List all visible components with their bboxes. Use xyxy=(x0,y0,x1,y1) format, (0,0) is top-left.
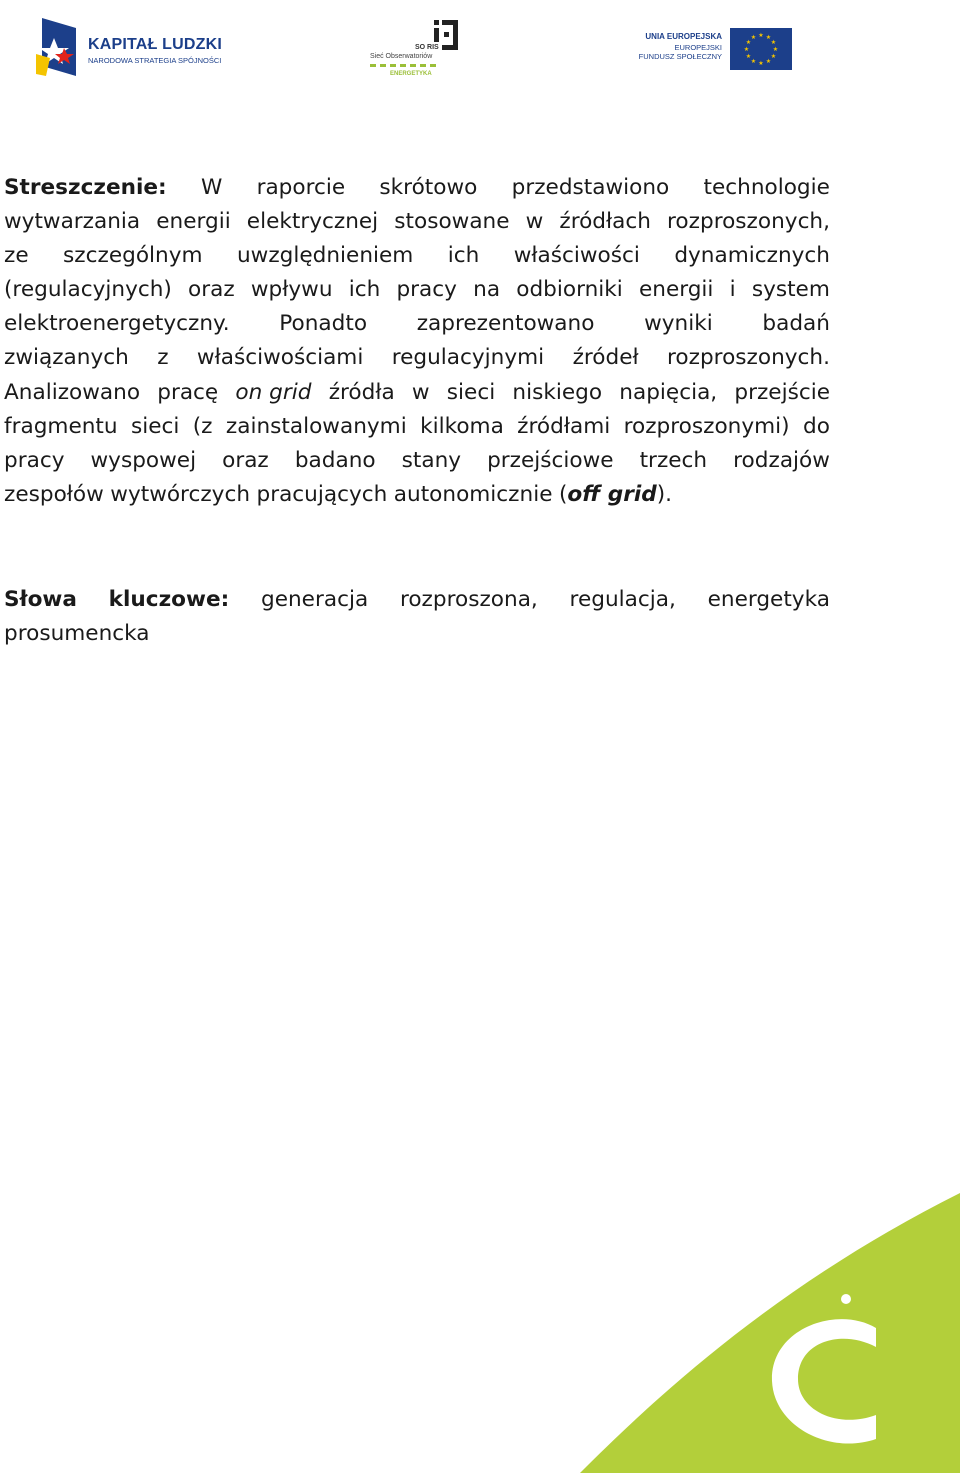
word: oraz xyxy=(188,277,235,303)
so-ris-logo xyxy=(366,16,476,82)
so-ris-name: SO RIS xyxy=(415,44,439,51)
svg-text:★: ★ xyxy=(758,60,764,67)
word: przejściowe xyxy=(487,447,614,473)
word: rozproszonych, xyxy=(667,209,830,235)
corner-decoration xyxy=(580,1193,960,1473)
green-corner-shape xyxy=(580,1193,960,1473)
svg-text:★: ★ xyxy=(750,58,757,65)
abstract-line xyxy=(4,410,830,444)
keywords-line xyxy=(4,617,830,651)
word: z xyxy=(157,345,169,371)
word: energii xyxy=(638,277,714,303)
word: niskiego xyxy=(512,379,603,405)
so-ris-network: Sieć Obserwatoriów xyxy=(370,53,433,60)
word: wyniki xyxy=(644,311,713,337)
abstract-line xyxy=(4,171,830,205)
word: oraz xyxy=(222,447,269,473)
word: ich xyxy=(447,243,480,269)
word: w xyxy=(411,379,430,405)
word: wytwarzania xyxy=(4,209,141,235)
word: sieci xyxy=(446,379,496,405)
keywords-label: Słowa xyxy=(4,587,77,612)
abstract-line xyxy=(4,239,830,273)
word: elektrycznej xyxy=(246,209,379,235)
svg-text:★: ★ xyxy=(758,32,764,39)
word: ich xyxy=(348,277,381,303)
kapital-ludzki-star-icon xyxy=(36,14,86,80)
word: wpływu xyxy=(250,277,333,303)
word: autonomicznie xyxy=(393,481,553,507)
abstract-line xyxy=(4,341,830,375)
word: dynamicznych xyxy=(674,243,830,269)
abstract-label: Streszczenie: xyxy=(4,175,167,200)
word: w xyxy=(525,209,544,235)
so-ris-energetyka: ENERGETYKA xyxy=(390,71,432,77)
word: związanych xyxy=(4,345,129,371)
word: do xyxy=(802,413,830,439)
word: badano xyxy=(294,447,376,473)
svg-text:★: ★ xyxy=(743,46,750,53)
word: zainstalowanymi xyxy=(225,413,407,439)
word: pracujących xyxy=(256,481,388,507)
header-logos xyxy=(0,0,960,100)
word: pracę xyxy=(157,379,219,405)
word: rozproszonymi) xyxy=(623,413,790,439)
word: wytwórczych xyxy=(110,481,251,507)
word: zaprezentowano xyxy=(416,311,595,337)
word: elektroenergetyczny. xyxy=(4,311,230,337)
kapital-ludzki-subtitle: NARODOWA STRATEGIA SPÓJNOŚCI xyxy=(88,56,222,65)
word: rozproszonych. xyxy=(667,345,830,371)
keyword: energetyka xyxy=(707,587,830,612)
word: zespołów xyxy=(4,481,104,507)
word: ). xyxy=(656,481,672,507)
svg-text:★: ★ xyxy=(772,46,779,53)
word: właściwości xyxy=(513,243,640,269)
abstract-paragraph xyxy=(4,171,830,512)
word: napięcia, xyxy=(619,379,718,405)
svg-text:★: ★ xyxy=(745,53,752,60)
svg-text:★: ★ xyxy=(770,53,777,60)
svg-text:★: ★ xyxy=(745,39,752,46)
abstract-line xyxy=(4,444,830,478)
word: (z xyxy=(192,413,213,439)
word: (regulacyjnych) xyxy=(4,277,172,303)
abstract-line xyxy=(4,376,830,410)
italic-term-off-grid: off grid xyxy=(567,481,657,507)
word: sieci xyxy=(130,413,180,439)
kapital-ludzki-logo xyxy=(36,14,236,80)
keyword: regulacja, xyxy=(569,587,676,612)
word: fragmentu xyxy=(4,413,118,439)
word: technologie xyxy=(703,175,830,200)
word: energii xyxy=(156,209,231,235)
word: źródłami xyxy=(517,413,611,439)
word: przedstawiono xyxy=(511,175,670,200)
word: system xyxy=(751,277,830,303)
word: Ponadto xyxy=(279,311,368,337)
svg-text:★: ★ xyxy=(765,34,772,41)
svg-text:★: ★ xyxy=(750,34,757,41)
word: raporcie xyxy=(256,175,346,200)
eu-union-label: UNIA EUROPEJSKA xyxy=(645,32,722,41)
word: badań xyxy=(762,311,830,337)
word: i xyxy=(729,277,736,303)
word: odbiorniki xyxy=(516,277,623,303)
word: źródła xyxy=(328,379,395,405)
white-dot-icon xyxy=(841,1294,851,1304)
word: uwzględnieniem xyxy=(236,243,414,269)
abstract-line xyxy=(4,478,830,512)
eu-logo xyxy=(632,26,792,72)
word: kilkoma xyxy=(420,413,504,439)
italic-term-on-grid: on grid xyxy=(235,379,312,405)
keyword: rozproszona, xyxy=(399,587,538,612)
keywords-line xyxy=(4,583,830,617)
eu-flag-icon xyxy=(730,28,792,70)
keywords-label: kluczowe: xyxy=(108,587,230,612)
word: pracy xyxy=(396,277,457,303)
keyword: generacja xyxy=(261,587,369,612)
word: stany xyxy=(401,447,462,473)
eu-fund-label-1: EUROPEJSKI xyxy=(674,43,722,52)
word: szczególnym xyxy=(63,243,203,269)
word: pracy xyxy=(4,447,65,473)
word: trzech xyxy=(639,447,708,473)
eu-fund-label-2: FUNDUSZ SPOŁECZNY xyxy=(638,52,722,61)
keywords-paragraph xyxy=(4,583,830,651)
keyword: prosumencka xyxy=(4,621,150,647)
word: przejście xyxy=(734,379,830,405)
word: skrótowo xyxy=(379,175,478,200)
word: właściwościami xyxy=(196,345,364,371)
abstract-line xyxy=(4,307,830,341)
word: stosowane xyxy=(394,209,510,235)
word: ze xyxy=(4,243,29,269)
svg-text:★: ★ xyxy=(770,39,777,46)
word: regulacyjnymi xyxy=(391,345,545,371)
abstract-line xyxy=(4,205,830,239)
word: na xyxy=(473,277,501,303)
word: źródłach xyxy=(559,209,651,235)
word: rodzajów xyxy=(733,447,830,473)
word: źródeł xyxy=(572,345,639,371)
abstract-line xyxy=(4,273,830,307)
kapital-ludzki-title: KAPITAŁ LUDZKI xyxy=(88,36,223,53)
word: W xyxy=(200,175,223,200)
word: Analizowano xyxy=(4,379,141,405)
word: wyspowej xyxy=(90,447,197,473)
word: ( xyxy=(558,481,568,507)
svg-text:★: ★ xyxy=(765,58,772,65)
